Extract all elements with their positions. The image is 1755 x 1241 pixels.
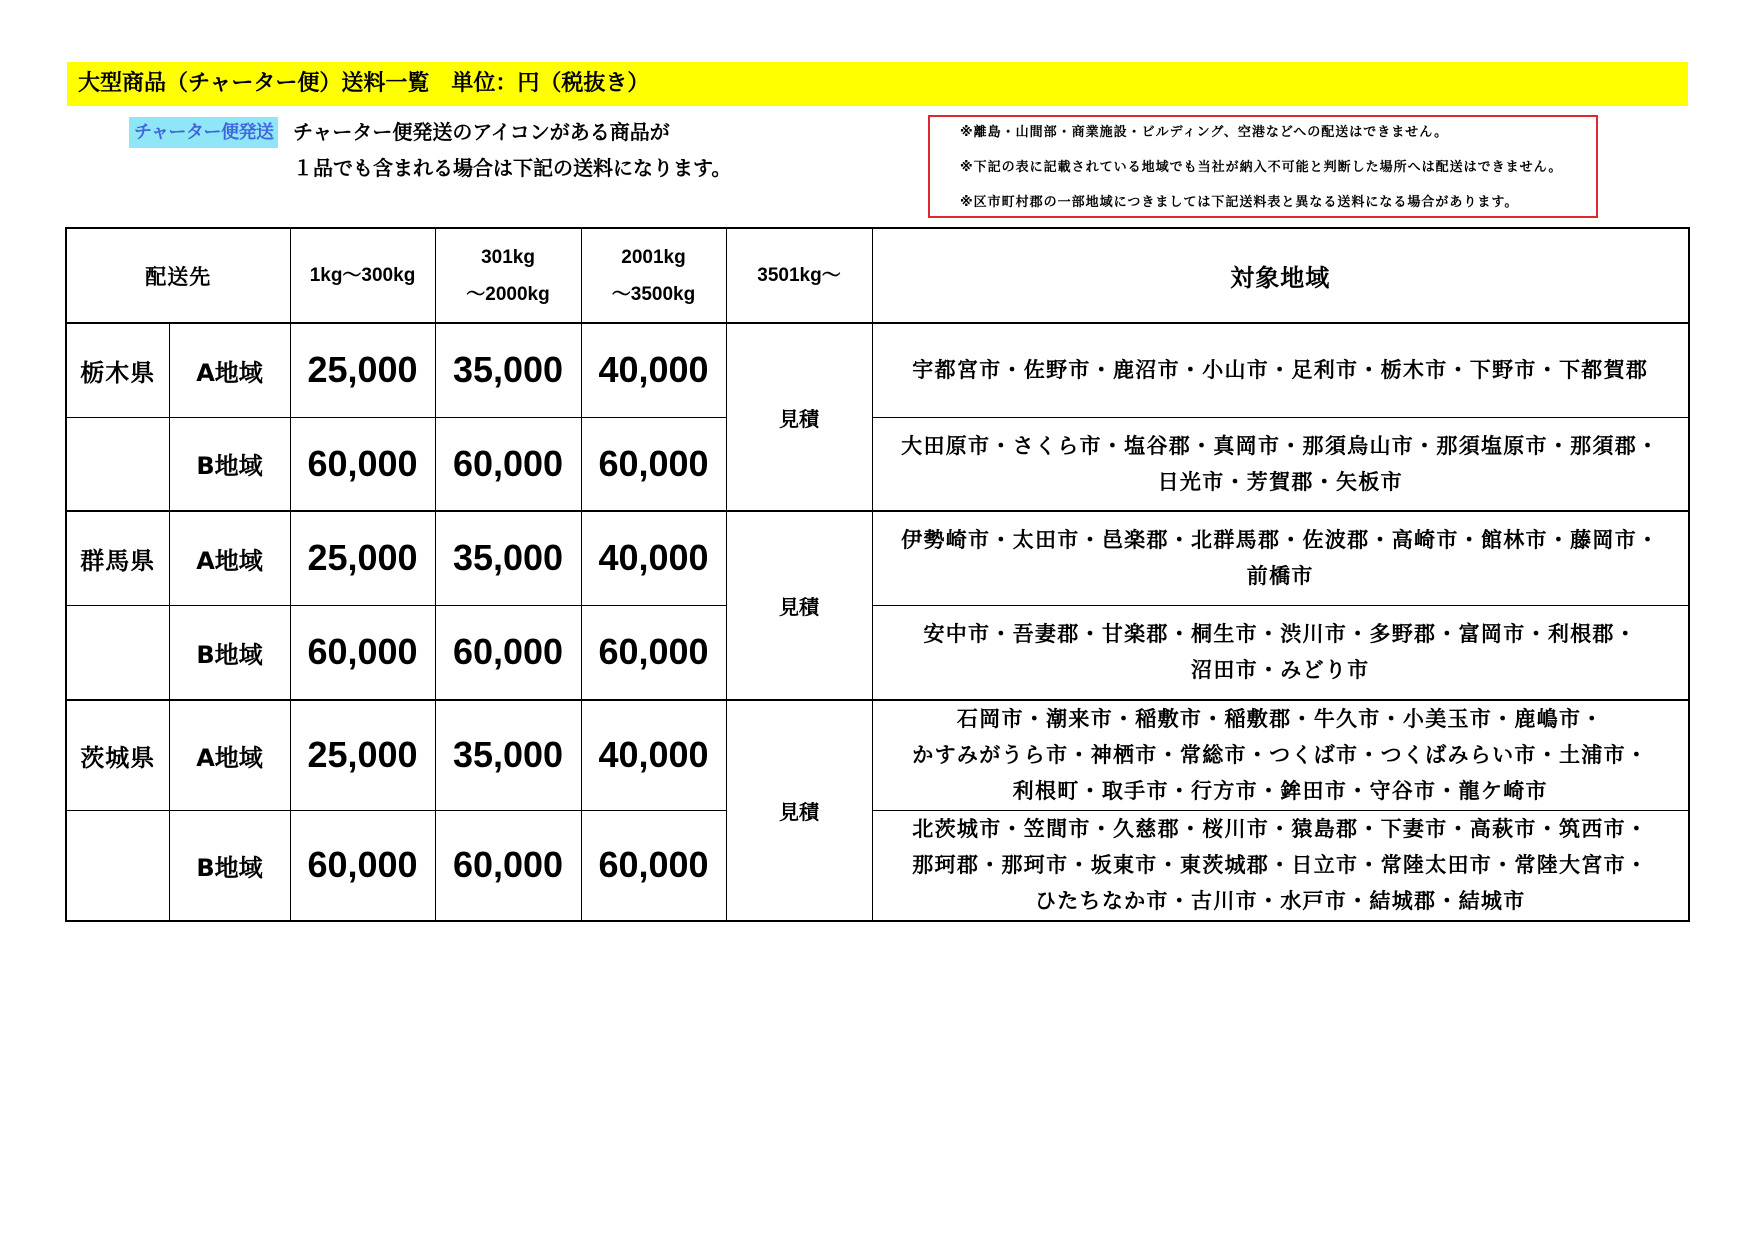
price-1kg-300kg: 25,000 bbox=[290, 511, 435, 605]
price-1kg-300kg: 25,000 bbox=[290, 700, 435, 810]
note-line: ※下記の表に記載されている地域でも当社が納入不可能と判断した場所へは配送はできません。 bbox=[960, 160, 1563, 175]
prefecture-name: 栃木県 bbox=[66, 323, 169, 417]
intro-text-line: チャーター便発送のアイコンがある商品が bbox=[293, 120, 670, 144]
price-301kg-2000kg: 35,000 bbox=[435, 511, 581, 605]
header-destination: 配送先 bbox=[66, 228, 290, 323]
header-weight-2001kg-3500kg bbox=[581, 228, 726, 323]
price-301kg-2000kg: 35,000 bbox=[435, 700, 581, 810]
area-line: 宇都宮市・佐野市・鹿沼市・小山市・足利市・栃木市・下野市・下都賀郡 bbox=[912, 358, 1649, 383]
header-weight-line: ～2000kg bbox=[466, 283, 550, 305]
target-areas bbox=[872, 323, 1689, 417]
header-row bbox=[66, 228, 1689, 323]
area-line: 沼田市・みどり市 bbox=[1191, 658, 1370, 683]
price-1kg-300kg: 60,000 bbox=[290, 810, 435, 921]
table-row bbox=[66, 700, 1689, 810]
price-2001kg-3500kg: 60,000 bbox=[581, 810, 726, 921]
target-areas bbox=[872, 810, 1689, 921]
price-3501kg-quote: 見積 bbox=[726, 700, 872, 921]
area-line: 利根町・取手市・行方市・鉾田市・守谷市・龍ケ崎市 bbox=[1012, 779, 1548, 804]
area-line: 石岡市・潮来市・稲敷市・稲敷郡・牛久市・小美玉市・鹿嶋市・ bbox=[956, 707, 1604, 732]
region-label: A地域 bbox=[169, 323, 290, 417]
header-weight-3501kg-plus: 3501kg～ bbox=[726, 228, 872, 323]
price-2001kg-3500kg: 40,000 bbox=[581, 700, 726, 810]
table-row bbox=[66, 323, 1689, 417]
price-1kg-300kg: 60,000 bbox=[290, 417, 435, 511]
target-areas bbox=[872, 417, 1689, 511]
header-weight-301kg-2000kg bbox=[435, 228, 581, 323]
price-301kg-2000kg: 60,000 bbox=[435, 810, 581, 921]
header-weight-1kg-300kg: 1kg～300kg bbox=[290, 228, 435, 323]
price-2001kg-3500kg: 60,000 bbox=[581, 417, 726, 511]
table-row bbox=[66, 810, 1689, 921]
price-3501kg-quote: 見積 bbox=[726, 323, 872, 511]
area-line: かすみがうら市・神栖市・常総市・つくば市・つくばみらい市・土浦市・ bbox=[912, 743, 1649, 768]
notes-box bbox=[928, 115, 1598, 218]
target-areas bbox=[872, 605, 1689, 700]
area-line: 前橋市 bbox=[1246, 564, 1314, 589]
table-row bbox=[66, 417, 1689, 511]
price-2001kg-3500kg: 60,000 bbox=[581, 605, 726, 700]
region-label: B地域 bbox=[169, 605, 290, 700]
note-line: ※区市町村郡の一部地域につきましては下記送料表と異なる送料になる場合があります。 bbox=[960, 195, 1519, 210]
target-areas bbox=[872, 700, 1689, 810]
page-title: 大型商品（チャーター便）送料一覧 単位：円（税抜き） bbox=[78, 71, 650, 96]
prefecture-cell-continued bbox=[66, 605, 169, 700]
area-line: 安中市・吾妻郡・甘楽郡・桐生市・渋川市・多野郡・富岡市・利根郡・ bbox=[923, 622, 1638, 647]
prefecture-name: 群馬県 bbox=[66, 511, 169, 605]
prefecture-cell-continued bbox=[66, 810, 169, 921]
note-line: ※離島・山間部・商業施設・ビルディング、空港などへの配送はできません。 bbox=[960, 125, 1449, 140]
price-3501kg-quote: 見積 bbox=[726, 511, 872, 700]
price-301kg-2000kg: 60,000 bbox=[435, 417, 581, 511]
header-weight-line: ～3500kg bbox=[611, 283, 696, 305]
header-weight-line: 2001kg bbox=[621, 246, 686, 268]
price-1kg-300kg: 25,000 bbox=[290, 323, 435, 417]
price-2001kg-3500kg: 40,000 bbox=[581, 323, 726, 417]
region-label: A地域 bbox=[169, 511, 290, 605]
prefecture-name: 茨城県 bbox=[66, 700, 169, 810]
price-2001kg-3500kg: 40,000 bbox=[581, 511, 726, 605]
title-banner bbox=[67, 62, 1688, 106]
table-row bbox=[66, 511, 1689, 605]
intro-text-line: １品でも含まれる場合は下記の送料になります。 bbox=[293, 156, 732, 180]
price-301kg-2000kg: 60,000 bbox=[435, 605, 581, 700]
header-target-area: 対象地域 bbox=[872, 228, 1689, 323]
target-areas bbox=[872, 511, 1689, 605]
area-line: 北茨城市・笠間市・久慈郡・桜川市・猿島郡・下妻市・高萩市・筑西市・ bbox=[912, 817, 1649, 842]
region-label: A地域 bbox=[169, 700, 290, 810]
price-1kg-300kg: 60,000 bbox=[290, 605, 435, 700]
region-label: B地域 bbox=[169, 417, 290, 511]
area-line: 那珂郡・那珂市・坂東市・東茨城郡・日立市・常陸太田市・常陸大宮市・ bbox=[912, 853, 1649, 878]
header-weight-line: 301kg bbox=[481, 246, 535, 268]
table-row bbox=[66, 605, 1689, 700]
area-line: 大田原市・さくら市・塩谷郡・真岡市・那須烏山市・那須塩原市・那須郡・ bbox=[901, 433, 1660, 458]
shipping-rate-table bbox=[65, 227, 1690, 922]
area-line: 伊勢崎市・太田市・邑楽郡・北群馬郡・佐波郡・高崎市・館林市・藤岡市・ bbox=[901, 528, 1660, 553]
region-label: B地域 bbox=[169, 810, 290, 921]
prefecture-cell-continued bbox=[66, 417, 169, 511]
price-301kg-2000kg: 35,000 bbox=[435, 323, 581, 417]
charter-delivery-badge: チャーター便発送 bbox=[129, 117, 278, 148]
area-line: 日光市・芳賀郡・矢板市 bbox=[1157, 469, 1403, 494]
area-line: ひたちなか市・古川市・水戸市・結城郡・結城市 bbox=[1034, 889, 1526, 914]
